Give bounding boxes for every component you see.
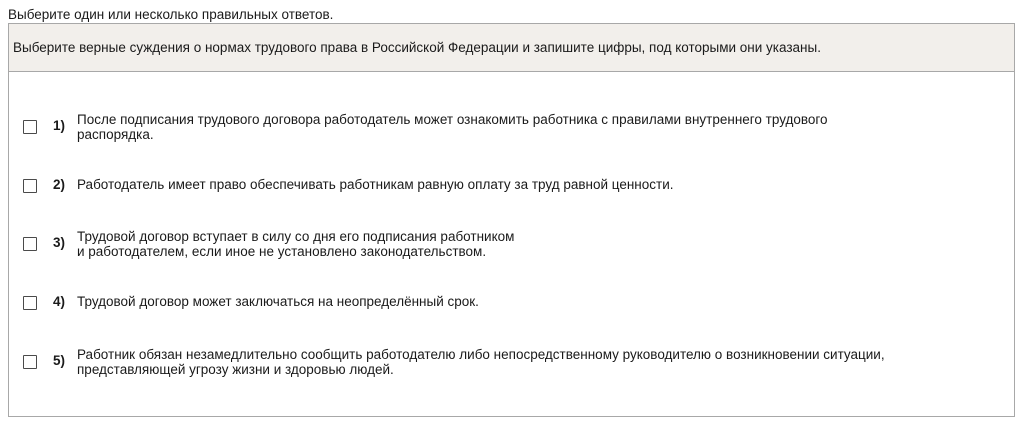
checkbox-option-4[interactable] bbox=[23, 296, 37, 310]
checkbox-option-3[interactable] bbox=[23, 237, 37, 251]
checkbox-option-1[interactable] bbox=[23, 120, 37, 134]
option-text-line: Трудовой договор вступает в силу со дня его подписания работником bbox=[77, 229, 515, 244]
option-text-line: После подписания трудового договора работодатель может ознакомить работника с правилами внутреннего трудового bbox=[77, 112, 828, 127]
question-text: Выберите верные суждения о нормах трудового права в Российской Федерации и запишите цифры, под которыми они указаны. bbox=[13, 40, 821, 55]
option-text-line: и работодателем, если иное не установлено законодательством. bbox=[77, 244, 487, 259]
option-text-line: Работодатель имеет право обеспечивать работникам равную оплату за труд равной ценности. bbox=[77, 177, 674, 192]
question-panel bbox=[8, 23, 1015, 417]
checkbox-option-2[interactable] bbox=[23, 179, 37, 193]
option-number: 4) bbox=[53, 294, 66, 309]
option-number: 3) bbox=[53, 235, 66, 250]
option-number: 1) bbox=[53, 118, 66, 133]
checkbox-option-5[interactable] bbox=[23, 355, 37, 369]
option-number: 5) bbox=[53, 353, 66, 368]
option-text bbox=[77, 229, 1007, 259]
option-text bbox=[77, 347, 1007, 377]
instruction-text: Выберите один или несколько правильных ответов. bbox=[8, 7, 334, 22]
option-text bbox=[77, 112, 1007, 142]
option-text-line: распорядка. bbox=[77, 127, 154, 142]
option-text bbox=[77, 294, 1007, 309]
question-header bbox=[9, 24, 1014, 72]
option-text-line: Работник обязан незамедлительно сообщить работодателю либо непосредственному руководителю о возникновении ситуации, bbox=[77, 347, 885, 362]
option-text-line: Трудовой договор может заключаться на неопределённый срок. bbox=[77, 294, 479, 309]
option-number: 2) bbox=[53, 177, 66, 192]
option-text bbox=[77, 177, 1007, 192]
option-text-line: представляющей угрозу жизни и здоровью людей. bbox=[77, 362, 394, 377]
